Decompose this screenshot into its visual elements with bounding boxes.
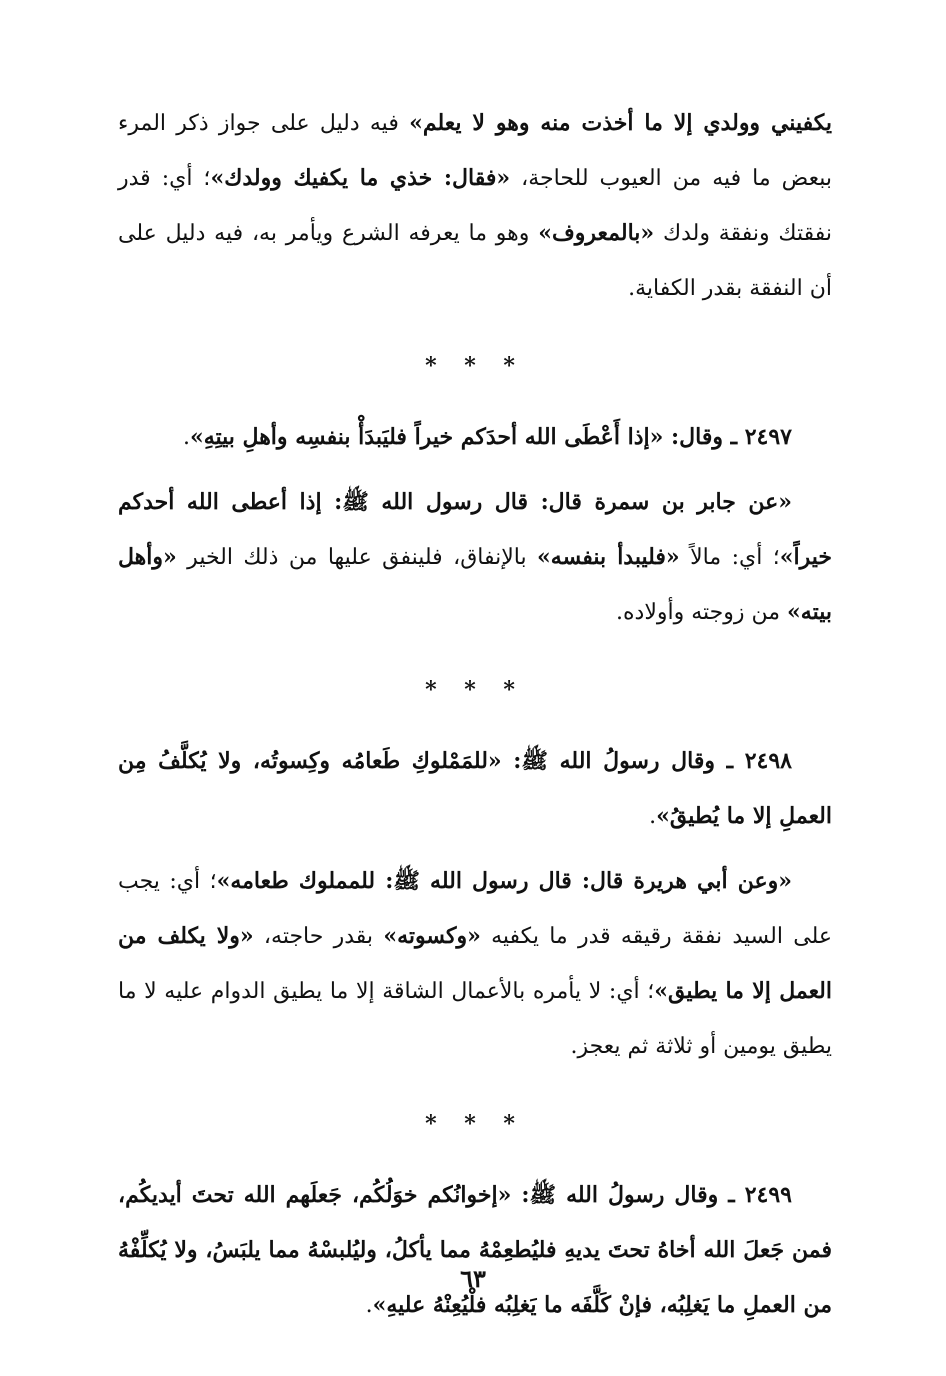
quote-text: «وكسوته» (383, 923, 481, 949)
commentary-text: وهو ما يعرفه الشرع ويأمر به، فيه دليل على أن النفقة بقدر الكفاية. (118, 221, 832, 301)
section-separator: * * * (425, 1111, 525, 1137)
quote-text: «عن جابر بن سمرة قال: قال رسول الله ﷺ: إذا أعطى الله أحدكم خيراً» (118, 489, 832, 570)
quote-text: «بالمعروف» (538, 220, 655, 246)
commentary-text: بقدر حاجته، (253, 924, 384, 949)
page-body (118, 96, 832, 1333)
commentary-text: ؛ أي: لا يأمره بالأعمال الشاقة إلا ما يطيق الدوام عليه لا ما يطيق يومين أو ثلاثة ثم يعجز. (118, 979, 832, 1059)
page-number: ٦٣ (460, 1264, 486, 1293)
section-separator: * * * (425, 677, 525, 703)
quote-text: «فليبدأ بنفسه» (537, 544, 680, 570)
commentary-text: ؛ أي: مالاً (679, 545, 780, 570)
commentary-text: ؛ أي: يجب على السيد نفقة رقيقه قدر ما يكفيه (118, 869, 832, 949)
quote-text: «وعن أبي هريرة قال: قال رسول الله ﷺ: للمملوك طعامه» (216, 868, 792, 894)
commentary-text: فيه دليل على جواز ذكر المرء ببعض ما فيه من العيوب للحاجة، (118, 111, 832, 191)
quote-text: «فقال: خذي ما يكفيك وولدك» (210, 165, 511, 191)
hadith-2499: ٢٤٩٩ ـ وقال رسولُ الله ﷺ: «إخوانُكم خوَلُكُم، جَعلَهم الله تحتَ أيديكُم، فمن جَعلَ الله أخاهُ تحتَ يديهِ فليُطعِمْهُ مما يأكلُ، وليُلبسْهُ مما يلبَسُ، ولا يُكلِّفْهُ من العملِ ما يَغلِبُه، فإنْ كَلَّفَه ما يَغلِبُه فلْيُعِنْهُ عليهِ». (118, 1182, 832, 1318)
hadith-2498: ٢٤٩٨ ـ وقال رسولُ الله ﷺ: «للمَمْلوكِ طَعامُه وكِسوتُه، ولا يُكلَّفُ مِن العملِ إلا ما يُطيقُ». (118, 748, 832, 829)
hadith-2497: ٢٤٩٧ ـ وقال: «إذا أَعْطَى الله أحدَكم خيراً فليَبدَأْ بنفسِه وأهلِ بيتِهِ». (182, 424, 792, 450)
hadith-text: ٢٤٩٨ ـ وقال رسولُ الله ﷺ: «للمَمْلوكِ طَعامُه وكِسوتُه، ولا يُكلَّفُ مِن العملِ إلا ما يُطيقُ» (118, 748, 832, 829)
section-separator: * * * (425, 353, 525, 379)
hadith-text: ٢٤٩٧ ـ وقال: «إذا أَعْطَى الله أحدَكم خيراً فليَبدَأْ بنفسِه وأهلِ بيتِهِ» (189, 424, 792, 450)
commentary-2498 (118, 854, 832, 1074)
hadith-text: ٢٤٩٩ ـ وقال رسولُ الله ﷺ: «إخوانُكم خوَلُكُم، جَعلَهم الله تحتَ أيديكُم، فمن جَعلَ الله أخاهُ تحتَ يديهِ فليُطعِمْهُ مما يأكلُ، وليُلبسْهُ مما يلبَسُ، ولا يُكلِّفْهُ من العملِ ما يَغلِبُه، فإنْ كَلَّفَه ما يَغلِبُه فلْيُعِنْهُ عليهِ» (118, 1182, 832, 1318)
quote-text: يكفيني وولدي إلا ما أخذت منه وهو لا يعلم» (409, 110, 832, 136)
commentary-text: بالإنفاق، فلينفق عليها من ذلك الخير (176, 545, 538, 570)
paragraph-continuation (118, 96, 832, 316)
commentary-text: من زوجته وأولاده. (616, 600, 788, 625)
quote-text: «وأهل بيته» (118, 544, 832, 625)
commentary-2497 (118, 475, 832, 640)
commentary-text: ؛ أي: قدر نفقتك ونفقة ولدك (118, 166, 832, 246)
quote-text: «ولا يكلف من العمل إلا ما يطيق» (118, 923, 833, 1004)
